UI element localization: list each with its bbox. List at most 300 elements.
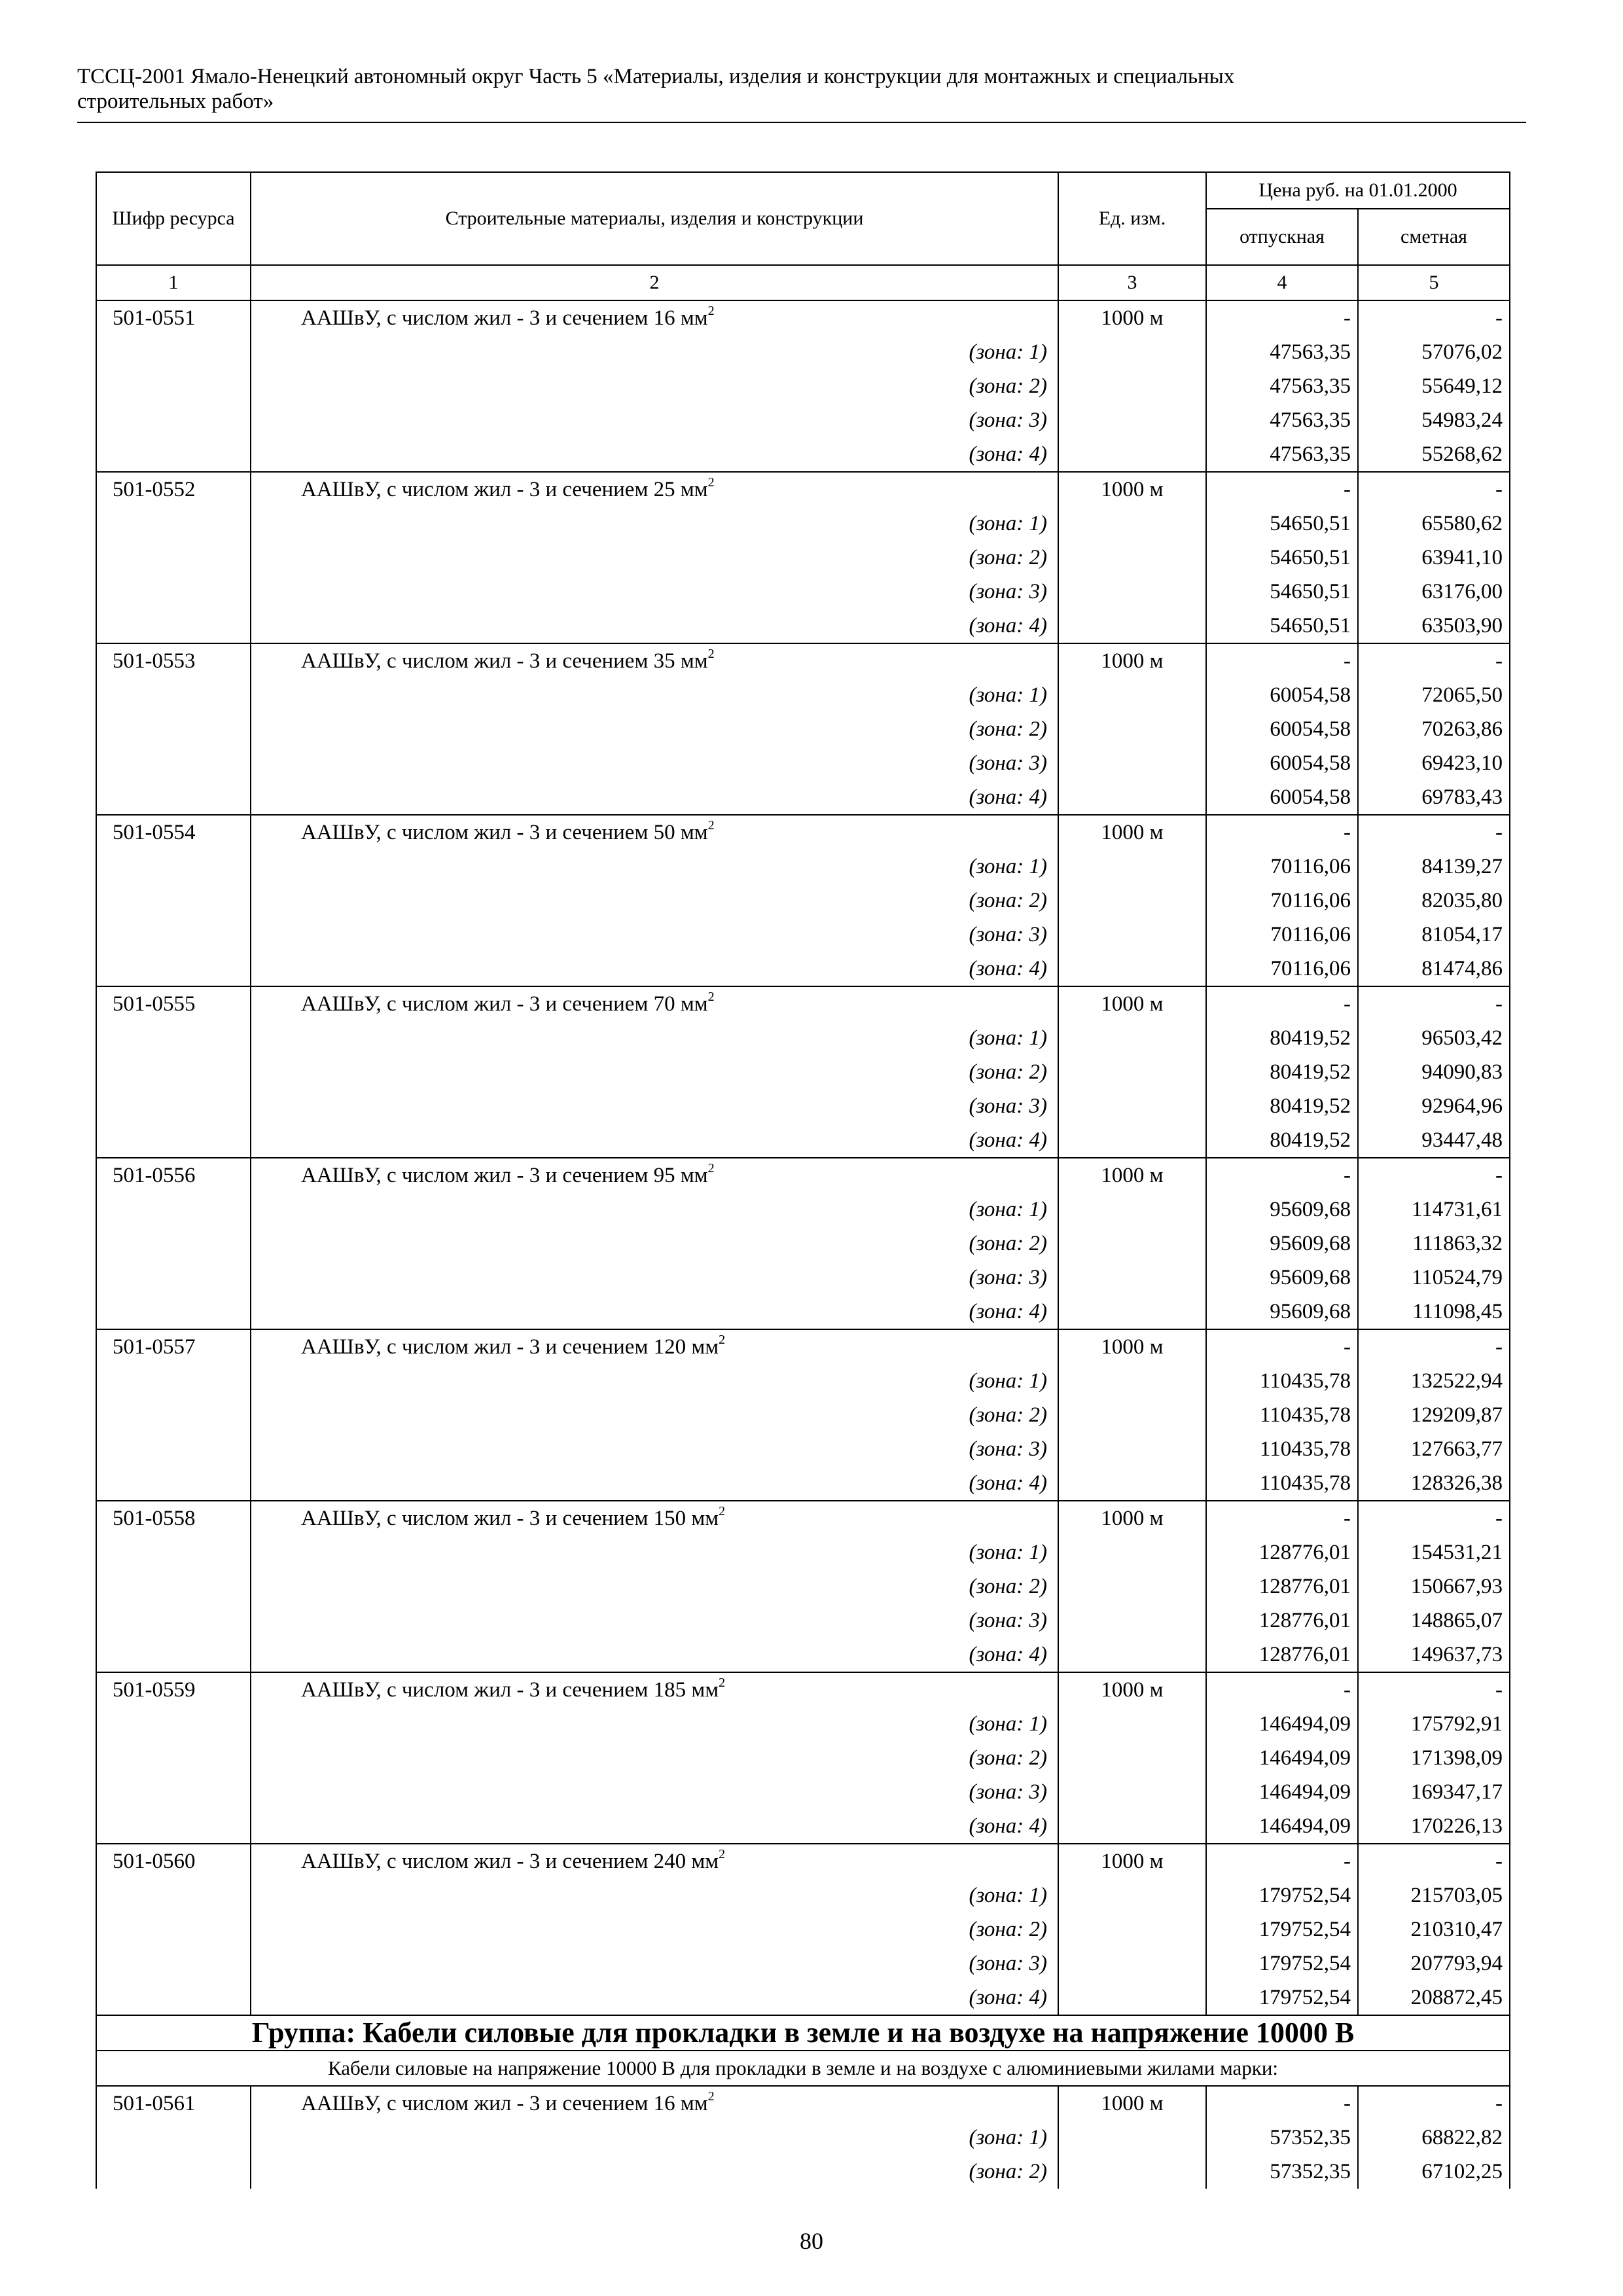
empty-cell (1058, 1878, 1206, 1912)
release-price: 80419,52 (1206, 1089, 1358, 1123)
zone-label: (зона: 4) (251, 1123, 1058, 1158)
zone-label: (зона: 2) (251, 541, 1058, 575)
zone-row (96, 1878, 1510, 1912)
page-number: 80 (800, 2228, 823, 2254)
table-row (96, 986, 1510, 1021)
empty-cell (96, 918, 251, 952)
empty-cell (1058, 746, 1206, 780)
empty-cell (1058, 2121, 1206, 2155)
table-row (96, 1844, 1510, 1878)
zone-row (96, 712, 1510, 746)
column-number: 1 (96, 265, 251, 300)
release-price: - (1206, 2086, 1358, 2121)
estimate-price: - (1358, 1672, 1510, 1707)
estimate-price: 171398,09 (1358, 1741, 1510, 1775)
table-row (96, 472, 1510, 507)
estimate-price: 72065,50 (1358, 678, 1510, 712)
empty-cell (1058, 1193, 1206, 1227)
zone-row (96, 1570, 1510, 1604)
release-price: 70116,06 (1206, 952, 1358, 986)
zone-row (96, 746, 1510, 780)
column-number-row (96, 265, 1510, 300)
material-name-text: ААШвУ, с числом жил - 3 и сечением 16 мм (301, 306, 708, 330)
estimate-price: - (1358, 815, 1510, 850)
estimate-price: - (1358, 1501, 1510, 1535)
release-price: 54650,51 (1206, 507, 1358, 541)
estimate-price: 148865,07 (1358, 1604, 1510, 1638)
release-price: 57352,35 (1206, 2121, 1358, 2155)
empty-cell (96, 1261, 251, 1295)
empty-cell (1058, 1466, 1206, 1501)
zone-label: (зона: 2) (251, 1398, 1058, 1432)
material-name-text: ААШвУ, с числом жил - 3 и сечением 150 мм (301, 1507, 719, 1530)
estimate-price: 63503,90 (1358, 609, 1510, 643)
empty-cell (96, 1809, 251, 1844)
header-rule (77, 122, 1526, 123)
unit-superscript: 2 (707, 647, 715, 661)
empty-cell (1058, 1089, 1206, 1123)
zone-label: (зона: 2) (251, 1570, 1058, 1604)
empty-cell (96, 1398, 251, 1432)
unit-superscript: 2 (707, 2089, 715, 2104)
estimate-price: - (1358, 643, 1510, 678)
empty-cell (96, 1981, 251, 2015)
zone-row (96, 780, 1510, 815)
column-number: 2 (251, 265, 1058, 300)
resource-code: 501-0561 (96, 2086, 251, 2121)
zone-row (96, 1089, 1510, 1123)
col-name-header: Строительные материалы, изделия и конструкции (251, 172, 1058, 265)
group-title: Группа: Кабели силовые для прокладки в земле и на воздухе на напряжение 10000 В (96, 2015, 1510, 2051)
material-name (251, 472, 1058, 507)
zone-label: (зона: 4) (251, 1981, 1058, 2015)
unit-superscript: 2 (707, 304, 715, 318)
material-name-text: ААШвУ, с числом жил - 3 и сечением 95 мм (301, 1164, 708, 1187)
table-row (96, 1158, 1510, 1193)
estimate-price: - (1358, 300, 1510, 335)
release-price: - (1206, 1158, 1358, 1193)
empty-cell (96, 1364, 251, 1398)
release-price: 146494,09 (1206, 1809, 1358, 1844)
empty-cell (1058, 609, 1206, 643)
estimate-price: 69423,10 (1358, 746, 1510, 780)
resource-code: 501-0560 (96, 1844, 251, 1878)
estimate-price: 129209,87 (1358, 1398, 1510, 1432)
release-price: 146494,09 (1206, 1741, 1358, 1775)
column-number: 5 (1358, 265, 1510, 300)
zone-label: (зона: 1) (251, 507, 1058, 541)
release-price: 95609,68 (1206, 1295, 1358, 1329)
zone-label: (зона: 4) (251, 1466, 1058, 1501)
resource-code: 501-0554 (96, 815, 251, 850)
group-section (96, 2015, 1510, 2086)
release-price: 57352,35 (1206, 2155, 1358, 2189)
header-row-1 (96, 172, 1510, 209)
zone-label: (зона: 3) (251, 1946, 1058, 1981)
zone-label: (зона: 3) (251, 1089, 1058, 1123)
estimate-price: 69783,43 (1358, 780, 1510, 815)
zone-label: (зона: 4) (251, 1809, 1058, 1844)
estimate-price: 55268,62 (1358, 437, 1510, 472)
empty-cell (96, 575, 251, 609)
release-price: - (1206, 1501, 1358, 1535)
release-price: 54650,51 (1206, 575, 1358, 609)
release-price: 70116,06 (1206, 918, 1358, 952)
price-table (96, 171, 1510, 2189)
estimate-price: 92964,96 (1358, 1089, 1510, 1123)
empty-cell (1058, 1227, 1206, 1261)
empty-cell (96, 1912, 251, 1946)
empty-cell (96, 2121, 251, 2155)
zone-label: (зона: 4) (251, 609, 1058, 643)
release-price: 179752,54 (1206, 1912, 1358, 1946)
release-price: - (1206, 472, 1358, 507)
unit-of-measure: 1000 м (1058, 986, 1206, 1021)
empty-cell (96, 1466, 251, 1501)
estimate-price: 70263,86 (1358, 712, 1510, 746)
resource-code: 501-0558 (96, 1501, 251, 1535)
zone-label: (зона: 1) (251, 335, 1058, 369)
unit-superscript: 2 (719, 1504, 726, 1518)
estimate-price: - (1358, 1158, 1510, 1193)
column-number: 3 (1058, 265, 1206, 300)
table-row (96, 643, 1510, 678)
estimate-price: 81054,17 (1358, 918, 1510, 952)
empty-cell (1058, 1809, 1206, 1844)
empty-cell (1058, 1364, 1206, 1398)
zone-row (96, 507, 1510, 541)
empty-cell (96, 2155, 251, 2189)
release-price: - (1206, 815, 1358, 850)
resource-code: 501-0555 (96, 986, 251, 1021)
estimate-price: 55649,12 (1358, 369, 1510, 403)
empty-cell (1058, 1535, 1206, 1570)
unit-superscript: 2 (719, 1847, 726, 1861)
empty-cell (1058, 403, 1206, 437)
zone-row (96, 335, 1510, 369)
release-price: 54650,51 (1206, 541, 1358, 575)
table-row (96, 815, 1510, 850)
empty-cell (96, 1604, 251, 1638)
release-price: 146494,09 (1206, 1707, 1358, 1741)
release-price: - (1206, 1844, 1358, 1878)
material-name (251, 300, 1058, 335)
material-name (251, 1844, 1058, 1878)
resource-code: 501-0551 (96, 300, 251, 335)
empty-cell (1058, 1638, 1206, 1672)
estimate-price: 149637,73 (1358, 1638, 1510, 1672)
col-release-header: отпускная (1206, 209, 1358, 265)
empty-cell (96, 850, 251, 884)
empty-cell (1058, 1707, 1206, 1741)
zone-row (96, 2155, 1510, 2189)
release-price: 60054,58 (1206, 712, 1358, 746)
zone-row (96, 1295, 1510, 1329)
zone-row (96, 884, 1510, 918)
zone-label: (зона: 2) (251, 712, 1058, 746)
table-row (96, 1329, 1510, 1364)
empty-cell (1058, 335, 1206, 369)
empty-cell (1058, 541, 1206, 575)
empty-cell (1058, 884, 1206, 918)
material-name (251, 1501, 1058, 1535)
table-head (96, 172, 1510, 300)
empty-cell (96, 1227, 251, 1261)
empty-cell (96, 369, 251, 403)
zone-row (96, 850, 1510, 884)
release-price: 47563,35 (1206, 369, 1358, 403)
estimate-price: 63176,00 (1358, 575, 1510, 609)
group-row (96, 2015, 1510, 2051)
unit-of-measure: 1000 м (1058, 1844, 1206, 1878)
release-price: 146494,09 (1206, 1775, 1358, 1809)
zone-row (96, 1946, 1510, 1981)
zone-row (96, 1604, 1510, 1638)
material-name-text: ААШвУ, с числом жил - 3 и сечением 50 мм (301, 821, 708, 844)
empty-cell (1058, 369, 1206, 403)
release-price: - (1206, 300, 1358, 335)
zone-row (96, 918, 1510, 952)
zone-label: (зона: 3) (251, 1604, 1058, 1638)
estimate-price: 114731,61 (1358, 1193, 1510, 1227)
empty-cell (96, 1021, 251, 1055)
zone-row (96, 1638, 1510, 1672)
release-price: 80419,52 (1206, 1123, 1358, 1158)
page-header (77, 64, 1524, 114)
unit-superscript: 2 (707, 475, 715, 490)
empty-cell (1058, 507, 1206, 541)
estimate-price: 132522,94 (1358, 1364, 1510, 1398)
empty-cell (1058, 437, 1206, 472)
zone-row (96, 403, 1510, 437)
empty-cell (96, 1089, 251, 1123)
release-price: 95609,68 (1206, 1193, 1358, 1227)
zone-label: (зона: 3) (251, 1775, 1058, 1809)
release-price: 47563,35 (1206, 437, 1358, 472)
estimate-price: 57076,02 (1358, 335, 1510, 369)
zone-label: (зона: 4) (251, 1295, 1058, 1329)
zone-row (96, 1741, 1510, 1775)
items-after-body (96, 2086, 1510, 2189)
estimate-price: 111863,32 (1358, 1227, 1510, 1261)
zone-row (96, 1193, 1510, 1227)
zone-row (96, 1535, 1510, 1570)
release-price: 70116,06 (1206, 850, 1358, 884)
material-name-text: ААШвУ, с числом жил - 3 и сечением 185 мм (301, 1678, 719, 1702)
header-line-2: строительных работ» (77, 90, 274, 113)
empty-cell (1058, 850, 1206, 884)
release-price: 179752,54 (1206, 1946, 1358, 1981)
release-price: 60054,58 (1206, 678, 1358, 712)
zone-row (96, 1123, 1510, 1158)
empty-cell (1058, 712, 1206, 746)
zone-row (96, 952, 1510, 986)
col-estimate-header: сметная (1358, 209, 1510, 265)
estimate-price: 169347,17 (1358, 1775, 1510, 1809)
estimate-price: 68822,82 (1358, 2121, 1510, 2155)
zone-row (96, 609, 1510, 643)
empty-cell (1058, 1775, 1206, 1809)
empty-cell (96, 1432, 251, 1466)
release-price: 60054,58 (1206, 746, 1358, 780)
zone-row (96, 1055, 1510, 1089)
release-price: 110435,78 (1206, 1364, 1358, 1398)
zone-label: (зона: 2) (251, 2155, 1058, 2189)
release-price: 80419,52 (1206, 1021, 1358, 1055)
column-number: 4 (1206, 265, 1358, 300)
material-name-text: ААШвУ, с числом жил - 3 и сечением 120 мм (301, 1335, 719, 1359)
zone-row (96, 1809, 1510, 1844)
unit-superscript: 2 (707, 818, 715, 833)
estimate-price: 54983,24 (1358, 403, 1510, 437)
zone-label: (зона: 4) (251, 1638, 1058, 1672)
material-name (251, 643, 1058, 678)
zone-label: (зона: 1) (251, 1878, 1058, 1912)
release-price: 95609,68 (1206, 1227, 1358, 1261)
empty-cell (96, 1570, 251, 1604)
release-price: 128776,01 (1206, 1570, 1358, 1604)
empty-cell (1058, 1741, 1206, 1775)
empty-cell (96, 746, 251, 780)
release-price: 110435,78 (1206, 1432, 1358, 1466)
release-price: 95609,68 (1206, 1261, 1358, 1295)
empty-cell (1058, 575, 1206, 609)
zone-label: (зона: 2) (251, 369, 1058, 403)
release-price: 128776,01 (1206, 1535, 1358, 1570)
release-price: 47563,35 (1206, 403, 1358, 437)
zone-label: (зона: 2) (251, 1055, 1058, 1089)
estimate-price: 111098,45 (1358, 1295, 1510, 1329)
empty-cell (1058, 1055, 1206, 1089)
empty-cell (96, 335, 251, 369)
estimate-price: 208872,45 (1358, 1981, 1510, 2015)
estimate-price: - (1358, 2086, 1510, 2121)
empty-cell (96, 1775, 251, 1809)
empty-cell (96, 1123, 251, 1158)
unit-of-measure: 1000 м (1058, 300, 1206, 335)
empty-cell (96, 507, 251, 541)
empty-cell (1058, 780, 1206, 815)
empty-cell (1058, 1912, 1206, 1946)
release-price: 60054,58 (1206, 780, 1358, 815)
empty-cell (1058, 1261, 1206, 1295)
unit-of-measure: 1000 м (1058, 472, 1206, 507)
material-name-text: ААШвУ, с числом жил - 3 и сечением 25 мм (301, 478, 708, 501)
empty-cell (96, 1946, 251, 1981)
release-price: 179752,54 (1206, 1981, 1358, 2015)
zone-label: (зона: 4) (251, 437, 1058, 472)
empty-cell (1058, 1398, 1206, 1432)
resource-code: 501-0559 (96, 1672, 251, 1707)
empty-cell (1058, 952, 1206, 986)
zone-label: (зона: 3) (251, 1261, 1058, 1295)
estimate-price: 110524,79 (1358, 1261, 1510, 1295)
material-name (251, 815, 1058, 850)
subgroup-row (96, 2051, 1510, 2086)
release-price: 179752,54 (1206, 1878, 1358, 1912)
unit-of-measure: 1000 м (1058, 643, 1206, 678)
estimate-price: 63941,10 (1358, 541, 1510, 575)
estimate-price: 84139,27 (1358, 850, 1510, 884)
empty-cell (1058, 1432, 1206, 1466)
empty-cell (96, 1535, 251, 1570)
release-price: 128776,01 (1206, 1638, 1358, 1672)
estimate-price: 175792,91 (1358, 1707, 1510, 1741)
zone-label: (зона: 1) (251, 2121, 1058, 2155)
empty-cell (96, 1707, 251, 1741)
material-name (251, 1672, 1058, 1707)
empty-cell (96, 541, 251, 575)
col-unit-header: Ед. изм. (1058, 172, 1206, 265)
empty-cell (1058, 1946, 1206, 1981)
material-name (251, 1329, 1058, 1364)
empty-cell (96, 1055, 251, 1089)
unit-of-measure: 1000 м (1058, 1501, 1206, 1535)
items-body (96, 300, 1510, 2015)
material-name-text: ААШвУ, с числом жил - 3 и сечением 240 мм (301, 1850, 719, 1873)
estimate-price: - (1358, 1844, 1510, 1878)
estimate-price: 154531,21 (1358, 1535, 1510, 1570)
estimate-price: 170226,13 (1358, 1809, 1510, 1844)
release-price: - (1206, 1329, 1358, 1364)
zone-label: (зона: 1) (251, 850, 1058, 884)
estimate-price: 96503,42 (1358, 1021, 1510, 1055)
zone-row (96, 1775, 1510, 1809)
empty-cell (96, 952, 251, 986)
zone-label: (зона: 2) (251, 884, 1058, 918)
empty-cell (1058, 1570, 1206, 1604)
material-name-text: ААШвУ, с числом жил - 3 и сечением 16 мм (301, 2092, 708, 2115)
zone-row (96, 2121, 1510, 2155)
zone-label: (зона: 3) (251, 1432, 1058, 1466)
zone-row (96, 1466, 1510, 1501)
table-row (96, 2086, 1510, 2121)
material-name (251, 2086, 1058, 2121)
empty-cell (96, 403, 251, 437)
empty-cell (96, 1193, 251, 1227)
estimate-price: 81474,86 (1358, 952, 1510, 986)
zone-label: (зона: 2) (251, 1741, 1058, 1775)
unit-superscript: 2 (707, 990, 715, 1004)
empty-cell (96, 1638, 251, 1672)
release-price: - (1206, 643, 1358, 678)
table-row (96, 1672, 1510, 1707)
group-subtitle: Кабели силовые на напряжение 10000 В для прокладки в земле и на воздухе с алюминиевыми жилами марки: (96, 2051, 1510, 2086)
release-price: 80419,52 (1206, 1055, 1358, 1089)
resource-code: 501-0553 (96, 643, 251, 678)
unit-of-measure: 1000 м (1058, 1329, 1206, 1364)
table-row (96, 1501, 1510, 1535)
zone-row (96, 1021, 1510, 1055)
zone-label: (зона: 1) (251, 1535, 1058, 1570)
zone-label: (зона: 2) (251, 1227, 1058, 1261)
estimate-price: 67102,25 (1358, 2155, 1510, 2189)
zone-row (96, 1364, 1510, 1398)
col-price-header: Цена руб. на 01.01.2000 (1206, 172, 1510, 209)
zone-row (96, 1432, 1510, 1466)
zone-label: (зона: 1) (251, 1364, 1058, 1398)
material-name (251, 1158, 1058, 1193)
zone-row (96, 1261, 1510, 1295)
zone-label: (зона: 1) (251, 1021, 1058, 1055)
col-code-header: Шифр ресурса (96, 172, 251, 265)
estimate-price: 150667,93 (1358, 1570, 1510, 1604)
estimate-price: 82035,80 (1358, 884, 1510, 918)
unit-superscript: 2 (719, 1676, 726, 1690)
empty-cell (96, 884, 251, 918)
release-price: 110435,78 (1206, 1466, 1358, 1501)
resource-code: 501-0557 (96, 1329, 251, 1364)
